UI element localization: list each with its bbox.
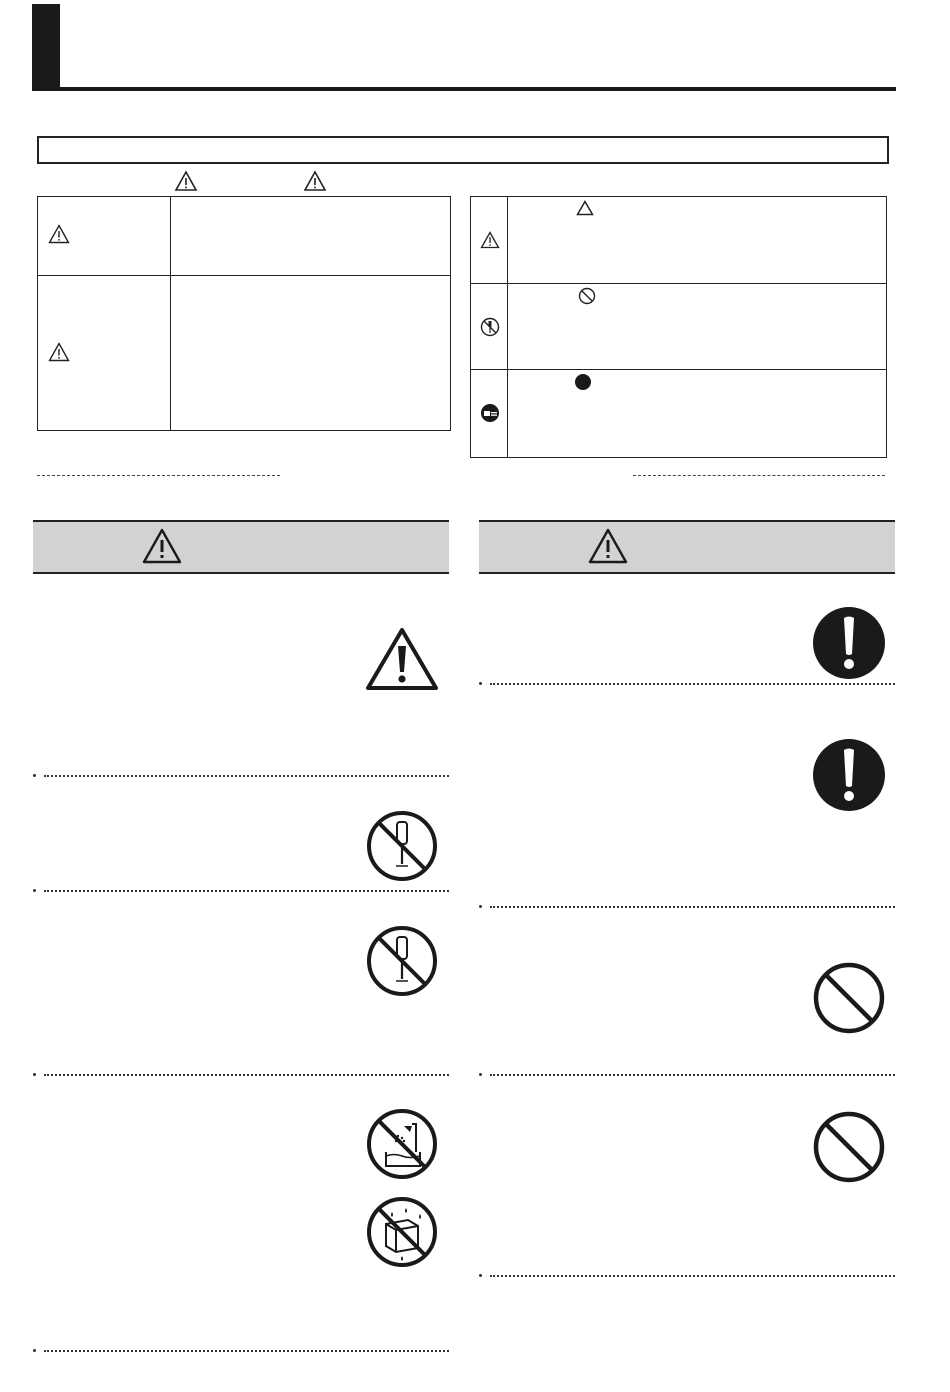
right-item-1-divider — [490, 683, 895, 685]
no-screwdriver-icon-2 — [366, 925, 438, 997]
no-screwdriver-icon — [366, 810, 438, 882]
right-item-3-bullet — [479, 1073, 482, 1076]
left-item-4-divider — [44, 1350, 449, 1352]
left-item-2-divider — [44, 890, 449, 892]
prohibition-circle-icon-2 — [812, 1110, 886, 1184]
legend-right-table — [470, 196, 887, 458]
right-item-2-divider — [490, 906, 895, 908]
left-item-3-divider — [44, 1074, 449, 1076]
title-rule — [32, 87, 896, 91]
caption-caution-icon — [303, 170, 327, 192]
left-item-1-bullet — [33, 774, 36, 777]
header-box — [37, 136, 889, 164]
prohibition-circle-icon — [812, 961, 886, 1035]
legend-left-table — [37, 196, 451, 431]
left-heading-warning-icon — [141, 527, 183, 565]
mandatory-exclamation-icon — [812, 606, 886, 680]
right-item-2-bullet — [479, 905, 482, 908]
right-item-1-bullet — [479, 682, 482, 685]
legend-left-warning-icon — [48, 224, 70, 244]
left-item-4-bullet — [33, 1349, 36, 1352]
right-item-4-divider — [490, 1275, 895, 1277]
no-shower-water-icon — [366, 1108, 438, 1180]
left-section-heading — [33, 520, 449, 574]
title-block — [32, 4, 60, 90]
right-item-3-divider — [490, 1074, 895, 1076]
left-item-2-bullet — [33, 889, 36, 892]
right-heading-warning-icon — [587, 527, 629, 565]
alert-triangle-icon — [480, 231, 500, 249]
left-dashed-rule — [37, 475, 280, 476]
legend-left-caution-icon — [48, 342, 70, 362]
no-wet-box-icon — [366, 1196, 438, 1268]
right-dashed-rule — [633, 475, 885, 476]
no-disassemble-icon — [480, 317, 500, 337]
unplug-icon — [480, 403, 500, 423]
prohibition-circle-marker — [578, 287, 596, 305]
large-warning-triangle-icon — [364, 626, 440, 692]
mandatory-exclamation-icon-2 — [812, 738, 886, 812]
caption-warning-icon — [174, 170, 198, 192]
right-item-4-bullet — [479, 1274, 482, 1277]
outline-triangle-marker — [576, 200, 594, 216]
left-item-1-divider — [44, 775, 449, 777]
solid-dot-marker — [574, 373, 592, 391]
left-item-3-bullet — [33, 1073, 36, 1076]
right-section-heading — [479, 520, 895, 574]
